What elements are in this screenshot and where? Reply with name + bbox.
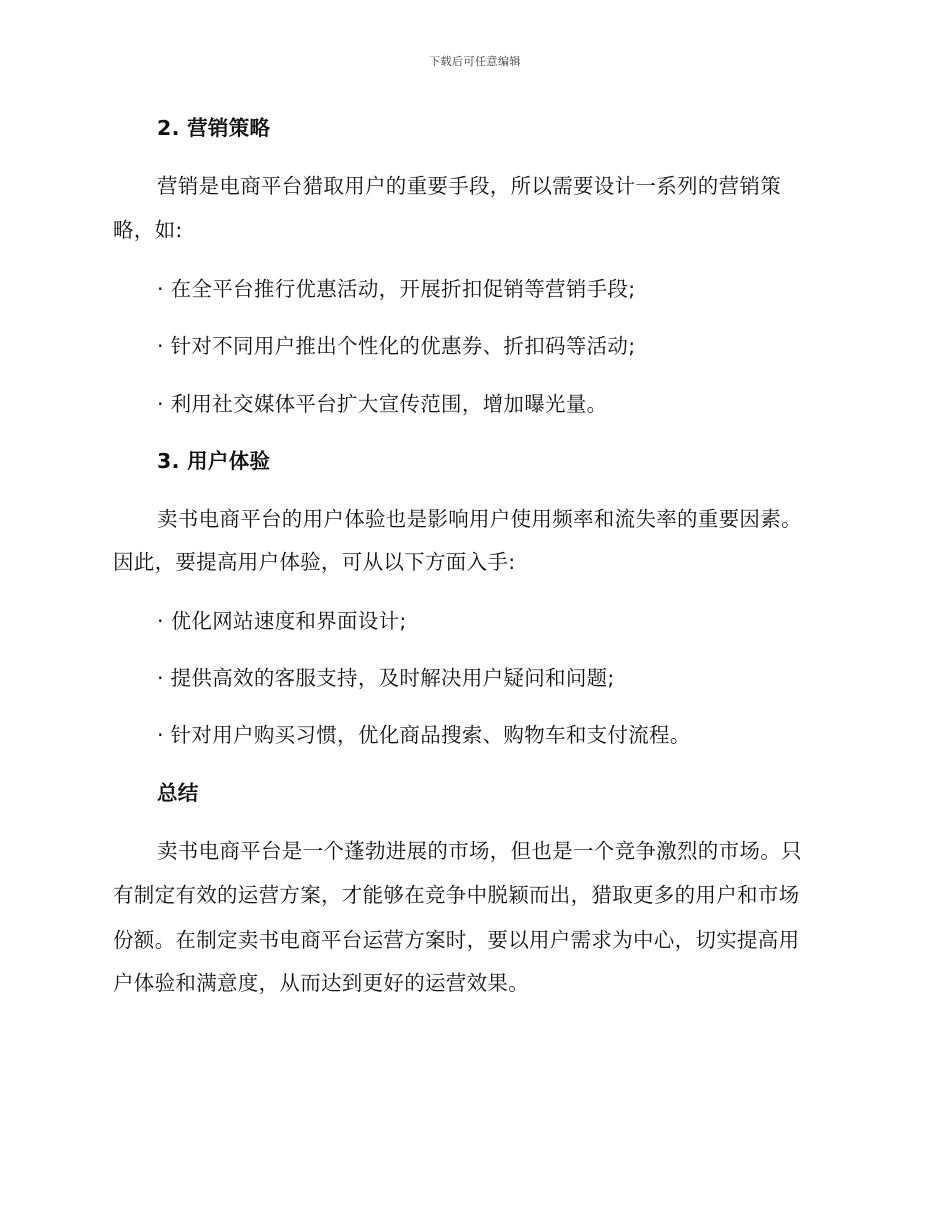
section-2-bullet-2: · 针对不同用户推出个性化的优惠券、折扣码等活动; <box>157 334 636 358</box>
section-3-bullet-2: · 提供高效的客服支持，及时解决用户疑问和问题; <box>157 666 615 690</box>
summary-line-1: 卖书电商平台是一个蓬勃进展的市场，但也是一个竞争激烈的市场。只 <box>157 839 802 863</box>
section-2-bullet-1: · 在全平台推行优惠活动，开展折扣促销等营销手段; <box>157 277 636 301</box>
section-3-bullet-3: · 针对用户购买习惯，优化商品搜索、购物车和支付流程。 <box>157 723 691 747</box>
section-3-paragraph-line-1: 卖书电商平台的用户体验也是影响用户使用频率和流失率的重要因素。 <box>157 507 802 531</box>
section-2-bullet-3: · 利用社交媒体平台扩大宣传范围，增加曝光量。 <box>157 392 608 416</box>
section-3-bullet-1: · 优化网站速度和界面设计; <box>157 609 407 633</box>
section-2-paragraph-line-1: 营销是电商平台猎取用户的重要手段，所以需要设计一系列的营销策 <box>157 174 781 198</box>
section-3-paragraph-line-2: 因此，要提高用户体验，可从以下方面入手: <box>113 550 516 574</box>
summary-line-3: 份额。在制定卖书电商平台运营方案时，要以用户需求为中心，切实提高用 <box>113 928 800 952</box>
summary-line-2: 有制定有效的运营方案，才能够在竞争中脱颖而出，猎取更多的用户和市场 <box>113 883 800 907</box>
summary-line-4: 户体验和满意度，从而达到更好的运营效果。 <box>113 971 529 995</box>
summary-heading: 总结 <box>157 781 199 805</box>
section-3-heading: 3. 用户体验 <box>157 449 271 473</box>
section-2-heading: 2. 营销策略 <box>157 116 271 140</box>
page-header: 下载后可任意编辑 <box>429 55 521 68</box>
section-2-paragraph-line-2: 略，如: <box>113 218 183 242</box>
